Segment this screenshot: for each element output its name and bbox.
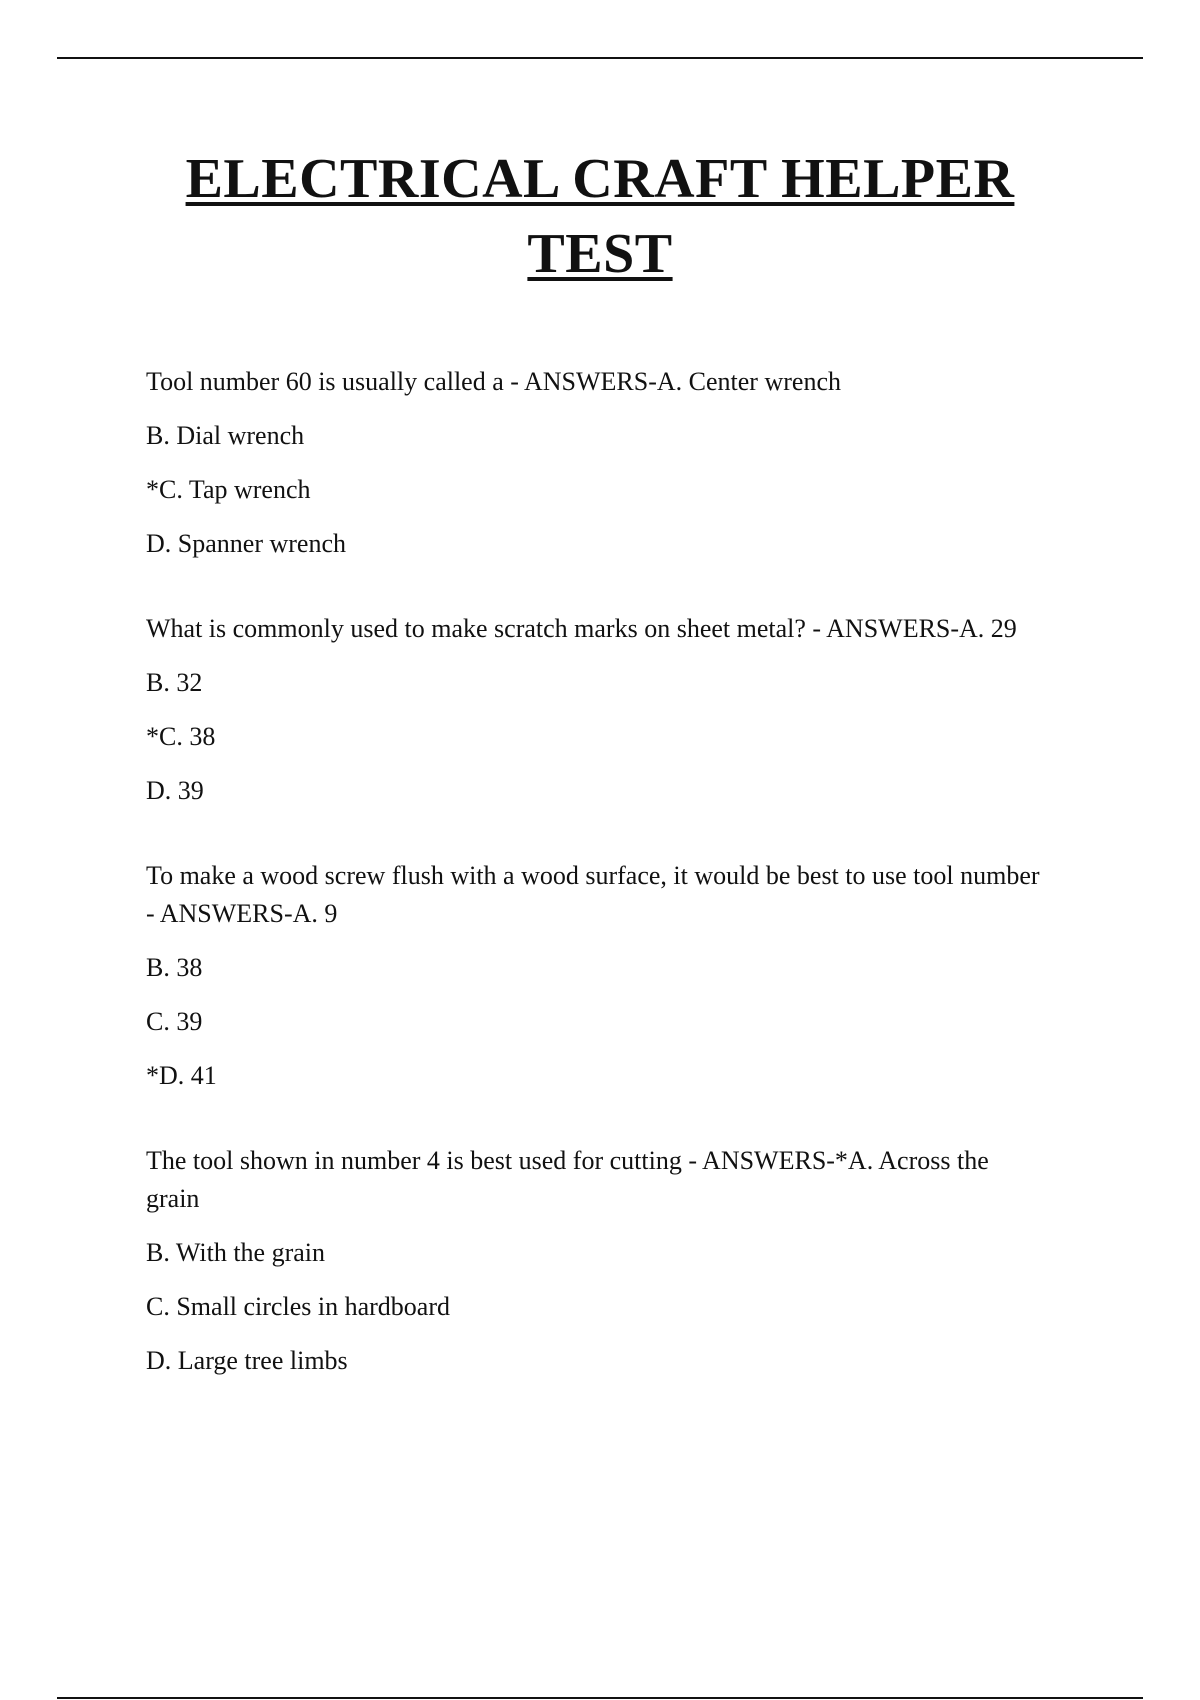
answer-option: B. With the grain bbox=[146, 1238, 326, 1267]
answer-option: *D. 41 bbox=[146, 1061, 217, 1090]
answer-option: C. Small circles in hardboard bbox=[146, 1292, 450, 1321]
answer-option: D. 39 bbox=[146, 776, 204, 805]
bottom-rule bbox=[57, 1697, 1143, 1699]
question-block-3 bbox=[146, 857, 1046, 1095]
question-text: To make a wood screw flush with a wood surface, it would be best to use tool number - ANSWERS-A. 9 bbox=[146, 861, 1040, 928]
question-block-2 bbox=[146, 610, 1046, 810]
title-line-1: ELECTRICAL CRAFT HELPER bbox=[185, 148, 1015, 210]
question-text: Tool number 60 is usually called a - ANSWERS-A. Center wrench bbox=[146, 367, 841, 396]
question-text: What is commonly used to make scratch marks on sheet metal? - ANSWERS-A. 29 bbox=[146, 614, 1017, 643]
top-rule bbox=[57, 57, 1143, 59]
answer-option: D. Large tree limbs bbox=[146, 1346, 348, 1375]
answer-option: C. 39 bbox=[146, 1007, 203, 1036]
question-list bbox=[146, 363, 1046, 1427]
question-block-4 bbox=[146, 1142, 1046, 1380]
question-text: The tool shown in number 4 is best used for cutting - ANSWERS-*A. Across the grain bbox=[146, 1146, 989, 1213]
answer-option: B. Dial wrench bbox=[146, 421, 305, 450]
question-block-1 bbox=[146, 363, 1046, 563]
answer-option: *C. 38 bbox=[146, 722, 216, 751]
answer-option: *C. Tap wrench bbox=[146, 475, 311, 504]
answer-option: B. 32 bbox=[146, 668, 203, 697]
title-line-2: TEST bbox=[527, 223, 673, 285]
answer-option: B. 38 bbox=[146, 953, 203, 982]
answer-option: D. Spanner wrench bbox=[146, 529, 346, 558]
page-title bbox=[0, 142, 1200, 292]
